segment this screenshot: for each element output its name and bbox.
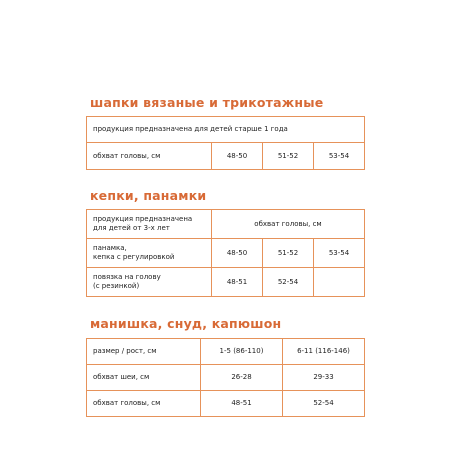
table-row bbox=[87, 210, 365, 239]
caps-section-title: кепки, панамки bbox=[90, 188, 207, 203]
row-label: обхват головы, см bbox=[87, 391, 201, 417]
size-cell: 26-28 bbox=[201, 365, 283, 391]
table-row bbox=[87, 117, 365, 143]
row-label-line2: кепка с регулировкой bbox=[93, 253, 175, 261]
size-cell: 48-51 bbox=[201, 391, 283, 417]
caps-header: обхват головы, см bbox=[212, 210, 365, 239]
size-cell: 6-11 (116-146) bbox=[283, 339, 365, 365]
caps-age-note bbox=[87, 210, 212, 239]
row-label: обхват головы, см bbox=[87, 143, 212, 170]
table-row bbox=[87, 143, 365, 170]
size-cell: 48-50 bbox=[212, 143, 263, 170]
size-cell: 1-5 (86-110) bbox=[201, 339, 283, 365]
table-row bbox=[87, 365, 365, 391]
size-cell: 48-51 bbox=[212, 268, 263, 297]
hats-size-table bbox=[86, 116, 365, 170]
row-label-line1: повязка на голову bbox=[93, 273, 161, 281]
table-row bbox=[87, 239, 365, 268]
size-cell: 29-33 bbox=[283, 365, 365, 391]
size-cell bbox=[314, 268, 365, 297]
size-cell: 53-54 bbox=[314, 143, 365, 170]
caps-age-note-line2: для детей от 3-х лет bbox=[93, 224, 170, 232]
size-cell: 51-52 bbox=[263, 239, 314, 268]
table-row bbox=[87, 339, 365, 365]
bib-section-title: манишка, снуд, капюшон bbox=[90, 316, 282, 331]
table-row bbox=[87, 391, 365, 417]
row-label bbox=[87, 239, 212, 268]
size-cell: 51-52 bbox=[263, 143, 314, 170]
row-label bbox=[87, 268, 212, 297]
size-cell: 52-54 bbox=[263, 268, 314, 297]
hats-section-title: шапки вязаные и трикотажные bbox=[90, 95, 324, 110]
bib-size-table bbox=[86, 338, 365, 417]
hats-age-note: продукция предназначена для детей старше 1 года bbox=[87, 117, 365, 143]
row-label: обхват шеи, см bbox=[87, 365, 201, 391]
table-row bbox=[87, 268, 365, 297]
caps-age-note-line1: продукция предназначена bbox=[93, 215, 193, 223]
size-cell: 52-54 bbox=[283, 391, 365, 417]
size-cell: 48-50 bbox=[212, 239, 263, 268]
size-cell: 53-54 bbox=[314, 239, 365, 268]
row-label-line1: панамка, bbox=[93, 244, 127, 252]
row-label-line2: (с резинкой) bbox=[93, 282, 140, 290]
row-label: размер / рост, см bbox=[87, 339, 201, 365]
caps-size-table bbox=[86, 209, 365, 297]
